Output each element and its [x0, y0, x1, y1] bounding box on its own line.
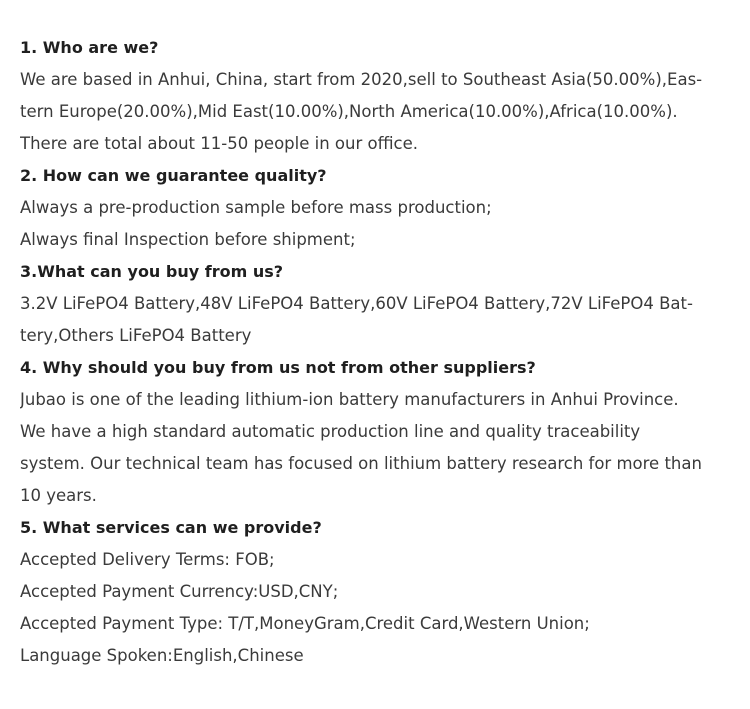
faq-answer-line: Accepted Payment Type: T/T,MoneyGram,Credit Card,Western Union;: [20, 614, 590, 633]
faq-answer-line: Always final Inspection before shipment;: [20, 230, 356, 249]
faq-answer-line: 10 years.: [20, 486, 97, 505]
faq-question-services: 5. What services can we provide?: [20, 518, 322, 537]
faq-question-quality: 2. How can we guarantee quality?: [20, 166, 327, 185]
faq-question-who-are-we: 1. Who are we?: [20, 38, 159, 57]
faq-question-products: 3.What can you buy from us?: [20, 262, 284, 281]
faq-answer-line: 3.2V LiFePO4 Battery,48V LiFePO4 Battery,60V LiFePO4 Battery,72V LiFePO4 Bat-: [20, 294, 693, 313]
faq-answer-line: Accepted Payment Currency:USD,CNY;: [20, 582, 339, 601]
faq-answer-line: tern Europe(20.00%),Mid East(10.00%),North America(10.00%),Africa(10.00%).: [20, 102, 678, 121]
faq-answer-line: Jubao is one of the leading lithium-ion battery manufacturers in Anhui Province.: [20, 390, 679, 409]
faq-answer-line: tery,Others LiFePO4 Battery: [20, 326, 252, 345]
faq-section: [20, 32, 735, 672]
faq-answer-line: We are based in Anhui, China, start from 2020,sell to Southeast Asia(50.00%),Eas-: [20, 70, 703, 89]
faq-answer-line: system. Our technical team has focused on lithium battery research for more than: [20, 454, 702, 473]
faq-answer-line: We have a high standard automatic production line and quality traceability: [20, 422, 641, 441]
faq-answer-line: There are total about 11-50 people in our office.: [20, 134, 419, 153]
faq-question-why-us: 4. Why should you buy from us not from other suppliers?: [20, 358, 536, 377]
faq-answer-line: Always a pre-production sample before mass production;: [20, 198, 492, 217]
faq-answer-line: Accepted Delivery Terms: FOB;: [20, 550, 275, 569]
faq-answer-line: Language Spoken:English,Chinese: [20, 646, 304, 665]
